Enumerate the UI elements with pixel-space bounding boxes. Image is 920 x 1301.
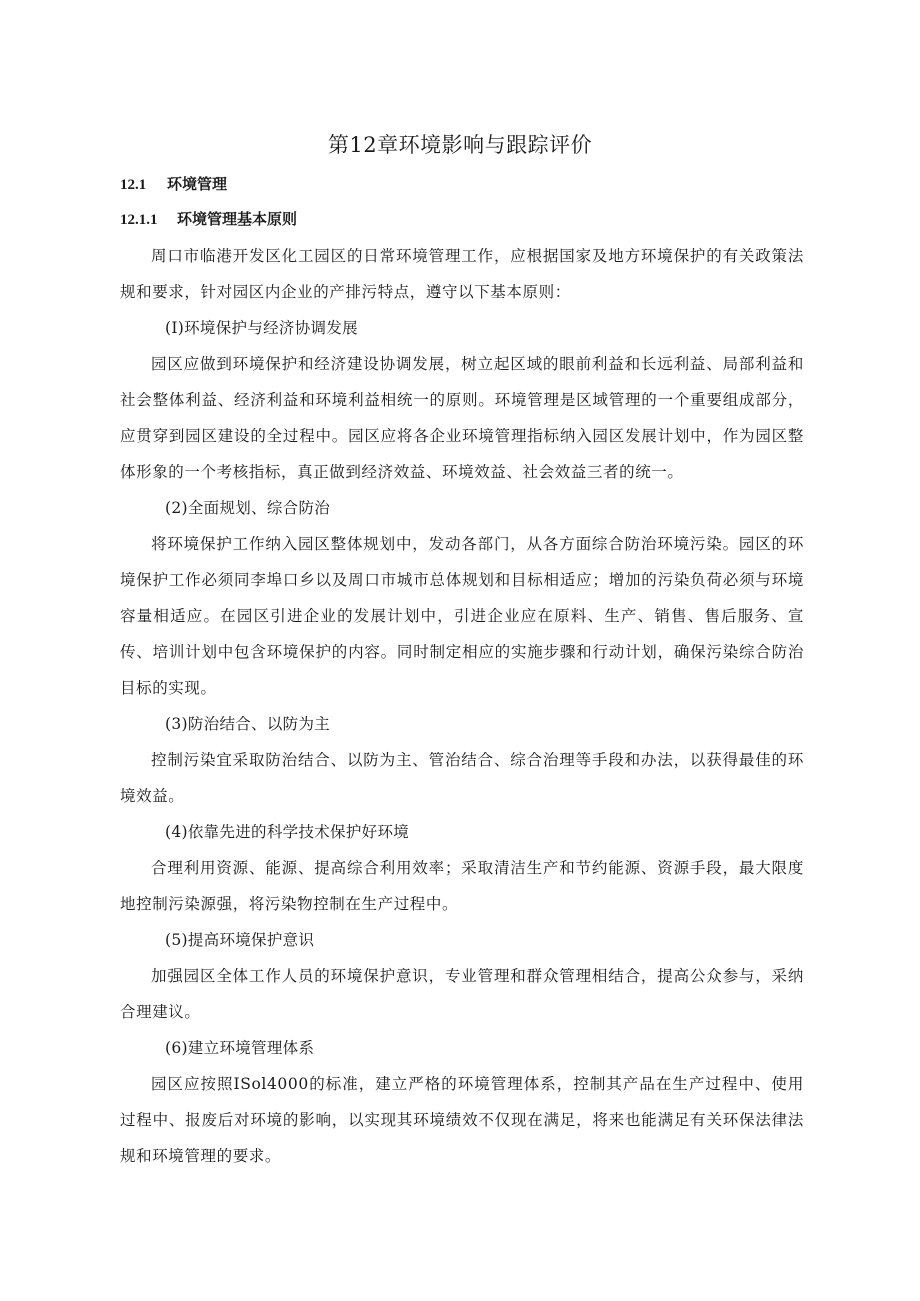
section-heading	[120, 172, 227, 197]
principle-paragraph: 加强园区全体工作人员的环境保护意识，专业管理和群众管理相结合，提高公众参与，采纳合理建议。	[120, 967, 804, 1021]
intro-paragraph: 周口市临港开发区化工园区的日常环境管理工作，应根据国家及地方环境保护的有关政策法规和要求，针对园区内企业的产排污特点，遵守以下基本原则：	[120, 247, 804, 301]
subsection-heading	[120, 207, 297, 232]
principle-heading: (3)防治结合、以防为主	[165, 715, 331, 733]
chapter-title: 第12章环境影响与跟踪评价	[327, 133, 593, 157]
subsection-number: 12.1.1	[120, 212, 158, 228]
section-title: 环境管理	[167, 175, 228, 193]
principle-heading: (4)依靠先进的科学技术保护好环境	[165, 823, 410, 841]
section-number: 12.1	[120, 177, 147, 193]
principle-paragraph: 合理利用资源、能源、提高综合利用效率；采取清洁生产和节约能源、资源手段，最大限度地控制污染源强，将污染物控制在生产过程中。	[120, 859, 804, 913]
principle-heading: (6)建立环境管理体系	[165, 1039, 315, 1057]
document-body	[120, 238, 804, 1174]
subsection-title: 环境管理基本原则	[177, 210, 298, 228]
principle-paragraph: 园区应按照ISol4000的标准，建立严格的环境管理体系，控制其产品在生产过程中、使用过程中、报废后对环境的影响，以实现其环境绩效不仅现在满足，将来也能满足有关环保法律法规和环境管理的要求。	[120, 1075, 804, 1165]
principle-paragraph: 将环境保护工作纳入园区整体规划中，发动各部门，从各方面综合防治环境污染。园区的环境保护工作必须同李埠口乡以及周口市城市总体规划和目标相适应；增加的污染负荷必须与环境容量相适应。在园区引进企业的发展计划中，引进企业应在原料、生产、销售、售后服务、宣传、培训计划中包含环境保护的内容。同时制定相应的实施步骤和行动计划，确保污染综合防治目标的实现。	[120, 535, 804, 697]
principle-heading: (2)全面规划、综合防治	[165, 499, 331, 517]
principle-heading: (5)提高环境保护意识	[165, 931, 315, 949]
principle-paragraph: 园区应做到环境保护和经济建设协调发展，树立起区域的眼前利益和长远利益、局部利益和社会整体利益、经济利益和环境利益相统一的原则。环境管理是区域管理的一个重要组成部分，应贯穿到园区建设的全过程中。园区应将各企业环境管理指标纳入园区发展计划中，作为园区整体形象的一个考核指标，真正做到经济效益、环境效益、社会效益三者的统一。	[120, 355, 804, 481]
principle-paragraph: 控制污染宜采取防治结合、以防为主、管治结合、综合治理等手段和办法，以获得最佳的环境效益。	[120, 751, 804, 805]
principle-heading: (I)环境保护与经济协调发展	[165, 319, 358, 337]
